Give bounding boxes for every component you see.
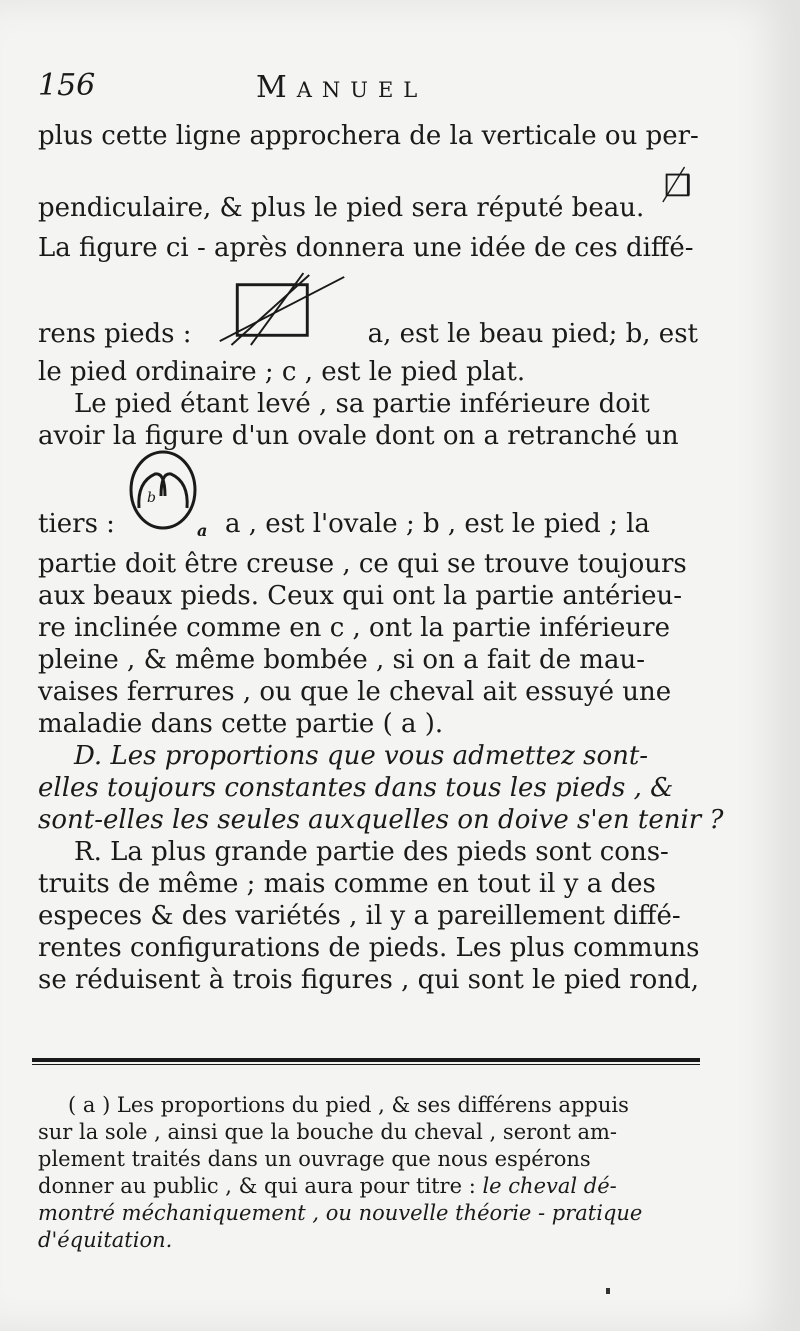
footnote-rule-thin	[32, 1064, 700, 1065]
hoof-angle-figure	[660, 144, 698, 224]
body-line: le pied ordinaire ; c , est le pied plat.	[38, 357, 526, 387]
body-line: elles toujours constantes dans tous les pieds , &	[38, 773, 674, 803]
body-line: truits de même ; mais comme en tout il y a des	[38, 869, 656, 899]
printer-mark	[606, 1288, 610, 1294]
body-line: sont-elles les seules auxquelles on doive s'en tenir ?	[38, 805, 724, 835]
body-line: maladie dans cette partie ( a ).	[38, 709, 444, 739]
body-line: plus cette ligne approchera de la verticale ou per-	[38, 121, 699, 151]
body-line: se réduisent à trois figures , qui sont le pied rond,	[38, 965, 699, 995]
body-line: partie doit être creuse , ce qui se trouve toujours	[38, 549, 687, 579]
body-text	[38, 120, 724, 996]
footnote-line-text: donner au public , & qui aura pour titre :	[38, 1174, 476, 1198]
footnote-line: ( a ) Les proportions du pied , & ses différens appuis	[68, 1093, 629, 1117]
running-title: Manuel	[256, 70, 428, 105]
footnote-line: plement traités dans un ouvrage que nous espérons	[38, 1147, 591, 1171]
body-line: rentes configurations de pieds. Les plus communs	[38, 933, 700, 963]
body-line-text: a, est le beau pied; b, est	[367, 319, 698, 349]
hoof-oval-figure	[121, 444, 217, 540]
body-line: La figure ci - après donnera une idée de ces diffé-	[38, 233, 694, 263]
footnote	[38, 1092, 700, 1254]
body-line-text: tiers :	[38, 509, 115, 539]
three-feet-figure	[212, 270, 348, 350]
body-line: aux beaux pieds. Ceux qui ont la partie antérieu-	[38, 581, 683, 611]
footnote-rule	[32, 1058, 700, 1062]
body-line: avoir la figure d'un ovale dont on a retranché un	[38, 421, 679, 451]
figure-label-b: b	[146, 490, 156, 506]
footnote-line: montré méchaniquement , ou nouvelle théorie - pratique	[38, 1201, 643, 1225]
body-line: especes & des variétés , il y a pareillement diffé-	[38, 901, 681, 931]
footnote-title-part: le cheval dé-	[482, 1174, 617, 1198]
body-line: R. La plus grande partie des pieds sont cons-	[74, 837, 669, 867]
body-line: re inclinée comme en c , ont la partie inférieure	[38, 613, 670, 643]
body-line-text: rens pieds :	[38, 319, 192, 349]
body-line: Le pied étant levé , sa partie inférieure doit	[74, 389, 650, 419]
body-line-text: pendiculaire, & plus le pied sera réputé beau.	[38, 193, 645, 223]
body-line-text: a , est l'ovale ; b , est le pied ; la	[224, 509, 650, 539]
page-number: 156	[38, 68, 96, 103]
body-line	[38, 152, 698, 224]
footnote-line	[38, 1173, 700, 1200]
body-line: pleine , & même bombée , si on a fait de mau-	[38, 645, 645, 675]
footnote-line: sur la sole , ainsi que la bouche du cheval , seront am-	[38, 1120, 617, 1144]
footnote-line: d'équitation.	[38, 1228, 173, 1252]
body-line: D. Les proportions que vous admettez sont-	[74, 741, 649, 771]
body-line	[38, 452, 698, 540]
figure-label-a: a	[196, 521, 208, 540]
page-header	[38, 68, 698, 108]
body-line: vaises ferrures , ou que le cheval ait essuyé une	[38, 677, 672, 707]
body-line	[38, 264, 698, 350]
